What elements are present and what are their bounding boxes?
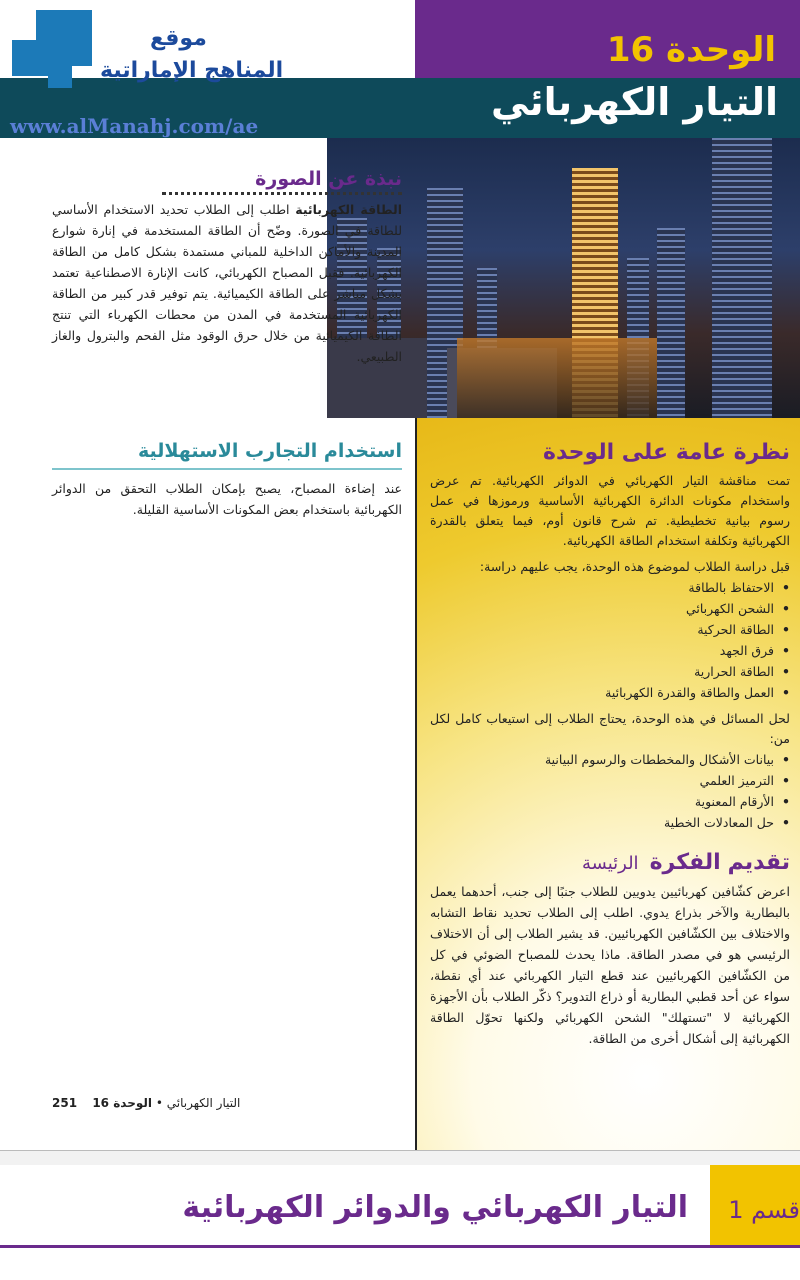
prereq-intro: قبل دراسة الطلاب لموضوع هذه الوحدة، يجب عليهم دراسة:	[479, 559, 790, 574]
skills-list	[430, 749, 790, 833]
big-idea-word3: الرئيسة	[581, 853, 639, 874]
list-item: • الأرقام المعنوية	[430, 791, 790, 812]
list-item: • الترميز العلمي	[430, 770, 790, 791]
site-name-line1: موقع	[150, 26, 207, 51]
big-idea-body: اعرض كشّافين كهربائيين يدويين للطلاب جنبًا إلى جنب، أحدهما يعمل بالبطارية والآخر بذراع يدوي. اطلب إلى الطلاب تحديد نقاط التشابه والاختلاف بين الكشّافين الكهربائيين. قد يشير الطلاب إلى أن الاختلاف الرئيسي هو في مصدر الطاقة. ماذا يحدث للمصباح الضوئي في كل من الكشّافين الكهربائيين عند قطع التيار الكهربائي عند أي نقطة، سواء عن أحد قطبي البطارية أو ذراع التدوير؟ ذكّر الطلاب بأن الأجهزة الكهربائية لا "تستهلك" الشحن الكهربائي ولكنها تحوّل الطاقة الكهربائية إلى أشكال أخرى من الطاقة.	[430, 884, 790, 1046]
skills-intro: لحل المسائل في هذه الوحدة، يحتاج الطلاب إلى استيعاب كامل لكل من:	[430, 711, 790, 746]
list-item: • حل المعادلات الخطية	[430, 812, 790, 833]
next-page-title: التيار الكهربائي والدوائر الكهربائية	[182, 1190, 688, 1225]
column-divider	[415, 418, 417, 1150]
big-idea-section	[430, 850, 790, 1049]
big-idea-word1: تقديم	[727, 850, 790, 875]
list-item: • بيانات الأشكال والمخططات والرسوم البيانية	[430, 749, 790, 770]
inquiry-heading: استخدام التجارب الاستهلالية	[52, 440, 402, 470]
section-label: قسم 1	[728, 1196, 800, 1224]
site-logo	[12, 10, 92, 90]
next-page-underline	[0, 1245, 800, 1248]
page-footer	[52, 1096, 240, 1110]
inquiry-section	[52, 440, 402, 520]
prereq-list	[430, 577, 790, 703]
overview-heading: نظرة عامة على الوحدة	[542, 440, 790, 465]
photo-section-text: اطلب إلى الطلاب تحديد الاستخدام الأساسي للطاقة في الصورة. وضّح أن الطاقة المستخدمة في إنارة شوارع المدينة والأماكن الداخلية للمباني مستمدة بشكل كامل من الطاقة الكهربائية. فقبل المصباح الكهربائي، كانت الإنارة الاصطناعية تعتمد بشكل مباشر على الطاقة الكيميائية. يتم توفير قدر كبير من الطاقة الكهربائية المستخدمة في المدن من محطات الكهرباء التي تنتج الطاقة الكيميائية من خلال حرق الوقود مثل الفحم والبترول والغاز الطبيعي.	[52, 202, 402, 364]
list-item: • الطاقة الحركية	[430, 619, 790, 640]
list-item: • فرق الجهد	[430, 640, 790, 661]
big-idea-word2: الفكرة	[649, 850, 721, 875]
list-item: • العمل والطاقة والقدرة الكهربائية	[430, 682, 790, 703]
list-item: • الاحتفاظ بالطاقة	[430, 577, 790, 598]
list-item: • الشحن الكهربائي	[430, 598, 790, 619]
unit-label: الوحدة 16	[606, 30, 776, 70]
footer-bullet: •	[155, 1096, 163, 1110]
photo-description-section	[52, 168, 402, 367]
footer-unit: الوحدة 16	[92, 1096, 153, 1110]
overview-intro: تمت مناقشة التيار الكهربائي في الدوائر الكهربائية. تم عرض واستخدام مكونات الدائرة الكهربائية الأساسية ورموزها في عمل رسوم بيانية تخطيطية. تم شرح قانون أوم، فيما يتعلق بالقدرة الكهربائية وتكلفة استخدام الطاقة الكهربائية.	[430, 473, 790, 548]
unit-title: التيار الكهربائي	[490, 80, 778, 124]
list-item: • الطاقة الحرارية	[430, 661, 790, 682]
page-number: 251	[52, 1096, 78, 1110]
site-name-line2: المناهج الإماراتية	[100, 58, 284, 83]
footer-title: التيار الكهربائي	[166, 1096, 241, 1110]
heading-divider	[162, 192, 402, 195]
site-url[interactable]: www.alManahj.com/ae	[10, 114, 259, 138]
photo-section-heading: نبذة عن الصورة	[255, 168, 402, 190]
photo-section-body	[52, 199, 402, 367]
inquiry-body: عند إضاءة المصباح، يصبح بإمكان الطلاب التحقق من الدوائر الكهربائية باستخدام بعض المكونات الأساسية القليلة.	[52, 481, 402, 517]
overview-section	[430, 440, 790, 833]
photo-section-lead: الطاقة الكهربائية	[295, 202, 402, 217]
big-idea-heading	[430, 850, 790, 875]
